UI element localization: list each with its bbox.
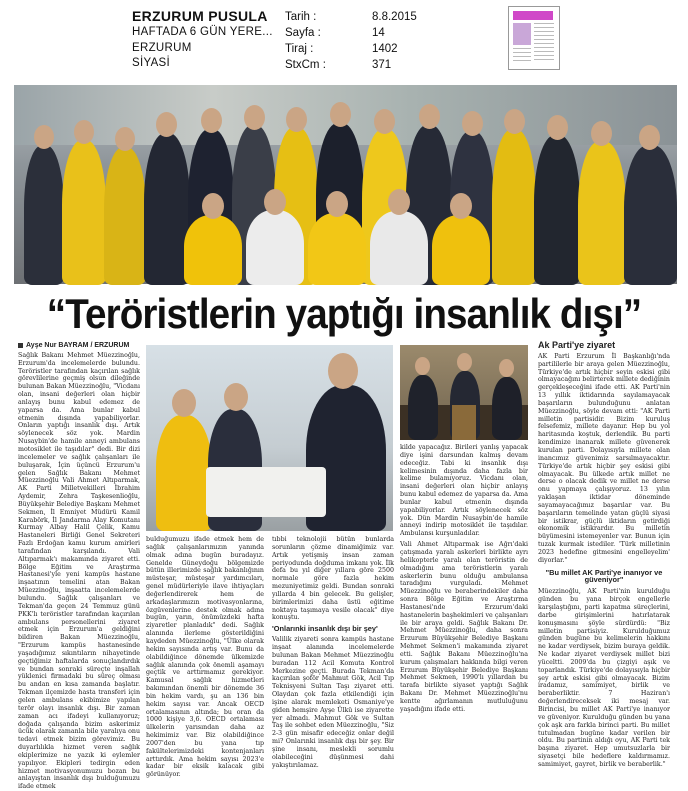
column-text: Sağlık Bakanı Mehmet Müezzinoğlu, Erzurum'da incelemelerde bulundu. Teröristler tarafından kaçırılan sağlık görevlilerine geçmiş olsun dileğinde bulunan Bakan Müezzinoğlu, "Vicdanı olan, insani değerleri olan hiçbir anlayış bunu kabul edemez de yaparsa da. Ama bunlar kabul etmenin dışında yapabiliyorlar. Onların yaptığı insanlık dışı. Artık söylenecek söz yok. Mardin Nusaybin'de hamile anneyi ambulans motosiklet ile taşıdılar" dedi. Bir dizi incelemeler ve sağlık çalışanları ile buluşarak, İçin üçüncü Erzurum'u gelen Sağlık Bakanı Mehmet Müezzinoğlu Vali Ahmet Altıparmak, AK Parti Milletvekilleri İbrahim Aydemir, Zehra Taşkesenlioğlu, Büyükşehir Belediye Başkanı Mehmet Sekmen, İl Emniyet Müdürü Kamil Karabörk, İl Jandarma Alay Komutanı Kurmay Albay Halil Çelik, Kamu Hastaneleri Birliği Genel Sekreteri Fazlı Erdoğan kamu kurum amirleri tarafından karşılandı. Vali Altıparmak'ı makamında ziyaret etti. Bölge Eğitim ve Araştırma Hastanesi'yle yeni kampüs hastane inşaatının temelini atan Bakan Müezzinoğlu, inşaatta incelemelerde bulundu. Sağlık çalışanları ve Tekman'da geçen 24 Temmuz günü PKK'lı teröristler tarafından kaçırılan ambulans personellerini ziyaret etmek için Erzurum'a geldiğini bildiren Bakan Müezzinoğlu, "Erzurum kampüs hastanesinde yaşadığımız sıkıntıların nihayetinde geçtiğimiz haftalarda sonuçlandırdık ve bundan sonraki süreçte inşallah yüklenici firmadaki bu süreç olması bu andan en kısa zamanda başlatır. Tekman ilçemizde hasta transferi için gelen ambulans ekibimize yapılan terör olayı insanlık dışı. Bir zaman zaman acı ifadeyi kullanıyoruz; doğada çalışanda bizim askerimiz ücük olarak zamanla bile yaralıya onu tedavi etmek bizim görevimiz. Bu duyarlılıkla hizmet veren sağlık ekiplerimize ne yazık ki eylemler yapılıyor. Ekipleri tedirgin eden hizmet motivasyonumuzu bozan bu anlayıştan insanlık dışı bulduğumuzu ifade etmek bbox=[18, 351, 140, 791]
section: SİYASİ bbox=[132, 57, 171, 69]
subheading: 'Onlarınki insanlık dışı bir şey' bbox=[272, 624, 378, 634]
party-meeting-photo bbox=[400, 345, 528, 440]
publication-block bbox=[132, 8, 273, 72]
meta-value: 371 bbox=[372, 59, 392, 71]
publication-name: ERZURUM PUSULA bbox=[132, 8, 268, 24]
meta-row: Sayfa : 14 bbox=[285, 25, 442, 41]
meta-label: Tiraj bbox=[285, 43, 307, 55]
ministry-photo bbox=[146, 345, 393, 531]
column-text: Müezzinoğlu, AK Parti'nin kurulduğu günden bu yana birçok engellerle karşılaştığını, parti kapatma süreçlerini, darbe girişimlerini hatırlatarak konuşmasını şöyle sürdürdü: "Biz milletin partisiyiz. Kurulduğumuz günden bugüne bu kelimelerin hakkını ne kadar verdiysek, bizim buraya geldik. Ne kadar ziyaret verdiysek millet bizi yüceltti. 2009'da bu çizgiyi aşık ve toparlandık. Türkiye'de dolayısıyla hiçbir şey artık eskisi gibi olmayacak. Bizim iradamız, samimiyet, birlik ve beraberliktir. 7 Haziran'ı değerlendireceksek iki mesaj var. Birincisi, bu millet AK Parti'ye inanıyor ve güveniyor. Kurulduğu günden bu yana çok aşk ara farkla birinci parti. Bu millet tutulmadan bugüne kadar verilen bir oldu. Bu partinin aldığı oyu, AK Parti tek başına ziyaret. Hep umutsuzlarla bir siyasetçi bile hedeflere kaldırmamız. samimiyet, gayret, birlik ve beraberlik." bbox=[538, 588, 670, 768]
column-text: tıbbi teknolojii bütün bunlarda sorunların çözme dinamiğimiz var. Artık yetişmiş insan zaman periyodunda doğduma imkanı yok. İlk defa bu yıl diğer yıllara göre 2500 normale göre fazla hekim mezuniyetimiz geldi. Bundan sonraki yıllarda 4 bin gelecek. Bu gelişler, birimlerimizi daha üstü eğitime noktaya taşımaya vesile olacak" diye konuştu. bbox=[272, 536, 394, 622]
city: ERZURUM bbox=[132, 41, 192, 54]
column-text: kilde yapacağız. Birileri yanlış yapacak diye işini darsundan kalmış devam edeceğiz. Tabi ki insanlık dışı kelimesinin dışında daha fazla bir kelime bulamıyoruz. Vicdanı olan, insani değerleri olan hiçbir anlayış bunu kabul edemez de yaparsa da. Ama bunlar kabul etmenin dışında yapabiliyorlar. Artık söylenecek söz yok. Dün Mardin Nusaybin'de hamile anneyi indirip motosiklet ile taşıdılar. Ambulansı kurşunladılar. bbox=[400, 444, 528, 538]
clipping-meta bbox=[285, 9, 442, 73]
column-text: AK Parti Erzurum İl Başkanlığı'nda partililerle bir araya gelen Müezzinoğlu, Türkiye'de artık hiçbir seyin eskisi gibi olmayacağını belirterek millete dediğinin gerçekleşeceğini ifade etti. AK Parti'nin 13 yıllık iktidarında sayılamayacak başarıların bulunduğunu anlatan Müezzinoğlu, söyle devam etti: "AK Parti milletin partisidir. Bizim kuruluş felsefemiz, millete dayanır. Hep bu yol haritasında koştuk, derlendik. Bu parti kendimize inanarak millete güvenerek kurulan parti. Dolayısıyla millete olan inancımız güvenimiz sarsılmayacaktır. Türkiye'de artık hiçbir şey eskisi gibi olmayacak. Bu ülkede artık millet ne derse o olacak dedik ve millet ne derse onu yapmaya çalışıyoruz. 13 yılın yaklaşan iktidar döneminde sayamayacağımız başarılar var. Bu başarıların temelinde yatan güçlü siyasi bir istikrar, güçlü iktidarın getirdiği ekonomik istikrardır. Bu milletin büyümesini istemeyenler var. Bunun için tuzak kurmak istediler. 'Türk milletinin 2023 hedefine gitmesini engelleyelim' diyorlar." bbox=[538, 352, 670, 564]
section-heading: Ak Parti'ye ziyaret bbox=[538, 340, 616, 350]
meta-label: Sayfa bbox=[285, 27, 315, 39]
article-column-2 bbox=[146, 536, 264, 779]
column-text: Valilik ziyareti sonra kampüs hastane inşaat alanında incelemelerde bulunan Bakan Mehmet Müezzinoğlu buradan 112 Acil Komuta Kontrol Merkezine geçti. Burada Tekman'da kaçırılan şoför Mahmut Gök, Acil Tıp Teknisyeni Sultan Taşı ziyaret etti. Olaydan çok fazla etkilendiği için işine alarak memleketi Osmaniye'ye giden hemşire Ayşe Ülkü ise ziyarette yer almadı. Mahmut Gök ve Sultan Taş ile sohbet eden Müezzinoğlu, "Siz 2-3 gün misafir edeceğiz onlar değil mi? Onlarınki insanlık dışı bir şey. Bir şine insanı, meslekli sorumlu olabileceğini düşünmesi dahi yakıştırılamaz. bbox=[272, 636, 394, 769]
article-column-3 bbox=[272, 536, 394, 769]
column-text: bulduğumuzu ifade etmek hem de sağlık çalışanlarımızın yanında olmak adına bugün buradayız. Genelde Güneydoğu bölgemizde bütün illerimizde sağlık bakanlığının müsteşar, müsteşar yardımcıları, genel müdürleriyle ilave ihtiyaçları değerlendirerek hem de arkadaşlarımızın motivasyonlarına, özgüvenlerine destek olmak adına bugün, yarın, önümüzdeki hafta ziyaretler planladık" dedi. Sağlık alanında ilerleme gösterildiğini kaydeden Müezzinoğlu, "Ülke olarak hekim sayısında artış var. Bunu da olabildiğince dönemde ülkemizde sağlık alanında çok önemli aşamayı geçtik ve arttırmamız gerekiyor. Kamusal sağlık hizmetleri bakımından önemli bir dönemde 36 bin hekim vardı, şu an 136 bin hekim sayısı var. Ancak OECD ortalamasının altında; bu oran da 1000 kişiye 3,6. OECD ortalaması ülkelerin yarısından daha az hekimimiz var. Biz olabildiğince 2007'den bu yana tıp fakültelerimizdeki kontenjanları arttırdık. Ama hekim sayısı 2023'e kadar bir eksik kalacak gibi görünüyor. bbox=[146, 536, 264, 779]
meta-label: Tarih bbox=[285, 11, 310, 23]
meta-value: 8.8.2015 bbox=[372, 11, 417, 23]
article-headline: “Teröristlerin yaptığı insanlık dışı” bbox=[46, 290, 642, 337]
meta-row: StxCm : 371 bbox=[285, 57, 442, 73]
page-thumbnail[interactable] bbox=[508, 6, 560, 70]
article-column-5 bbox=[538, 340, 670, 768]
meta-value: 1402 bbox=[372, 43, 398, 55]
meta-row: Tiraj : 1402 bbox=[285, 41, 442, 57]
byline-text: Ayşe Nur BAYRAM / ERZURUM bbox=[26, 342, 130, 349]
article-column-4 bbox=[400, 444, 528, 716]
meta-row: Tarih : 8.8.2015 bbox=[285, 9, 442, 25]
meta-label: StxCm bbox=[285, 59, 320, 71]
byline bbox=[18, 342, 140, 350]
meta-value: 14 bbox=[372, 27, 385, 39]
frequency: HAFTADA 6 GÜN YERE... bbox=[132, 26, 273, 38]
article-column-1 bbox=[18, 342, 140, 791]
group-photo bbox=[14, 85, 677, 284]
pull-quote: "Bu millet AK Parti'ye inanıyor ve güveniyor" bbox=[545, 567, 663, 585]
column-text: Vali Ahmet Altıparmak ise Ağrı'daki çatışmada yaralı askerleri birlikte ayrı helikopterle yaralı olan teröristin de olmadığını ama teröristlerin yaralı askerlerin bunu olduğu ambulansa taradığını vurguladı. Mehmet Müezzinoğlu ve beraberindekiler daha sonra Bölge Eğitim ve Araştırma Hastanesi'nde Erzurum'daki hastanelerin başhekimleri ve çalışanları ile bir araya geldi. Sağlık Bakanı Dr. Mehmet Müezzinoğlu, daha sonra Erzurum Büyükşehir Belediye Başkanı Mehmet Sekmen'i makamında ziyaret etti. Sağlık Bakanı Müezzinoğlu'na kurum çalışmaları hakkında bilgi veren Erzurum Büyükşehir Belediye Başkanı Mehmet Sekmen, 1990'lı yıllardan bu tarafa birlikte siyaset yaptığı Sağlık Bakanı Dr. Mehmet Müezzinoğlu'nu kentte ağırlamanın mutluluğunu yaşadığını ifade etti. bbox=[400, 541, 528, 713]
